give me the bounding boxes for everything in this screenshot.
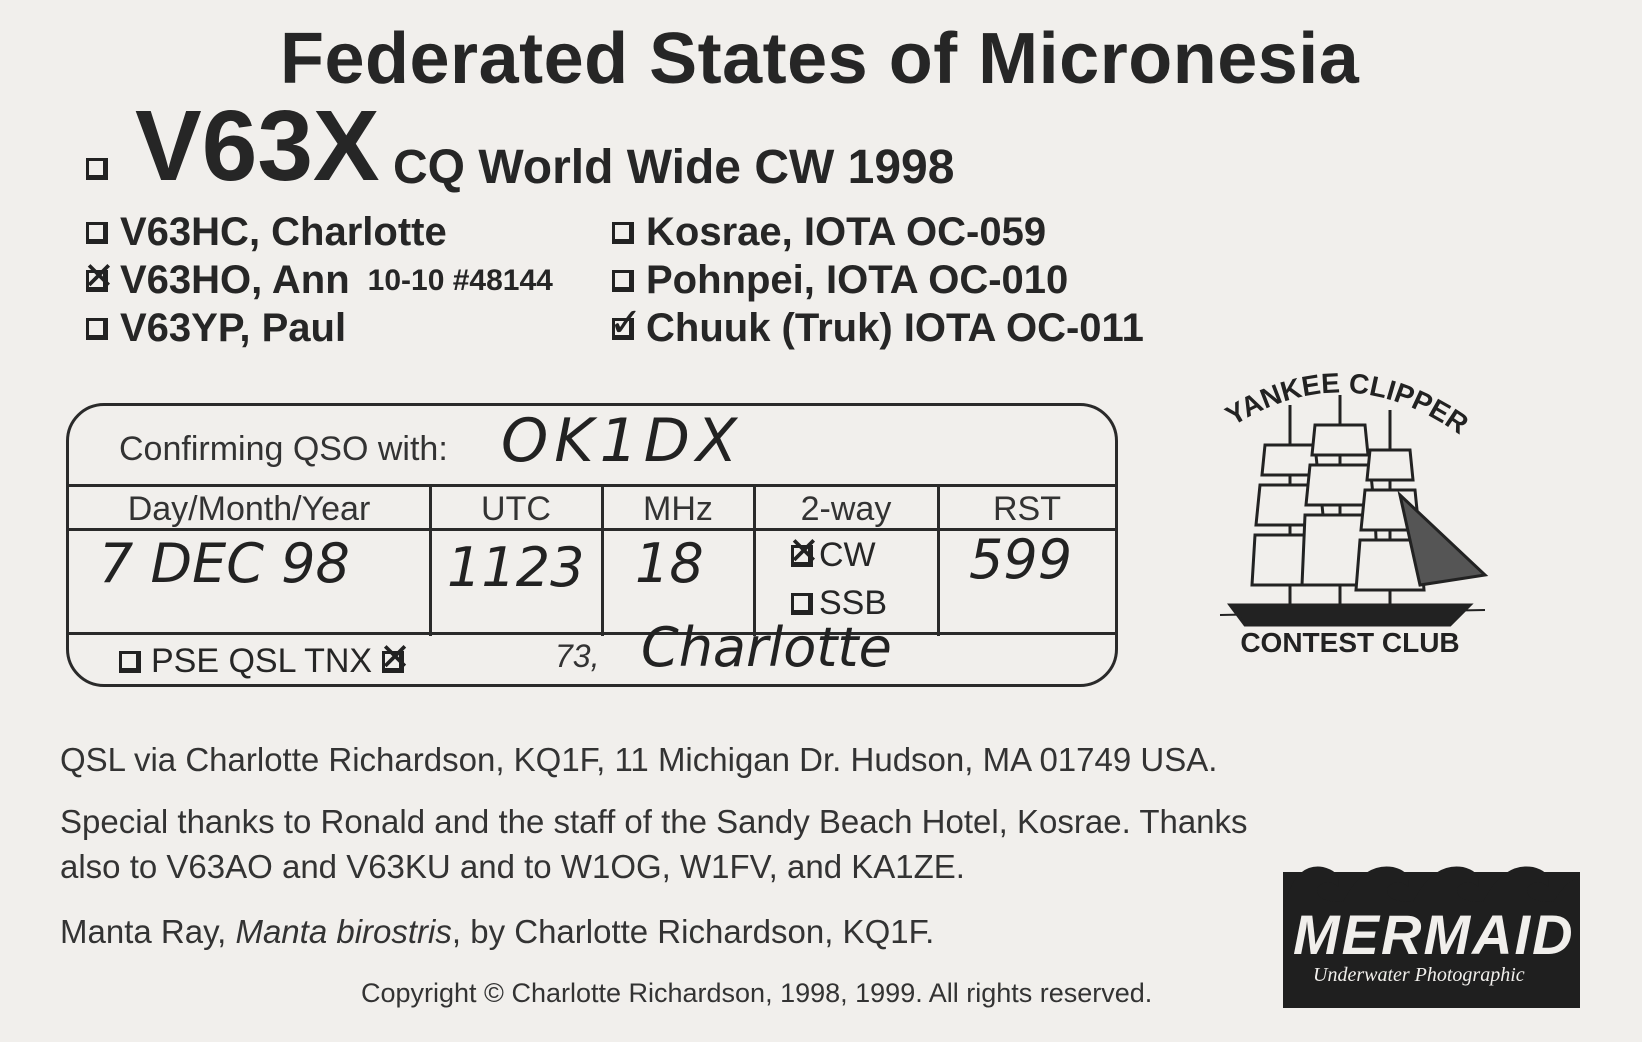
club-logo-bottom-text: CONTEST CLUB: [1240, 627, 1460, 658]
island-row: [612, 306, 1144, 351]
island-checkbox[interactable]: [612, 222, 634, 244]
column-header-rst: RST: [993, 490, 1061, 528]
confirming-label: Confirming QSO with:: [119, 430, 448, 468]
mermaid-name: MERMAID: [1293, 903, 1575, 966]
operator-checkbox-checked[interactable]: [86, 270, 108, 292]
island-label: Kosrae, IOTA OC-059: [646, 210, 1047, 254]
island-label: Pohnpei, IOTA OC-010: [646, 258, 1069, 302]
date-value[interactable]: 7 DEC 98: [99, 532, 350, 595]
operator-label: V63YP, Paul: [120, 306, 347, 350]
mode-ssb-label: SSB: [819, 584, 888, 622]
thanks-text-line2: also to V63AO and V63KU and to W1OG, W1FV, and KA1ZE.: [60, 848, 965, 885]
island-row: [612, 258, 1068, 303]
pse-checkbox[interactable]: [119, 651, 141, 673]
club-logo-top-text: YANKEE CLIPPER: [1220, 367, 1474, 440]
column-header-mhz: MHz: [643, 490, 713, 528]
yankee-clipper-logo: [1200, 355, 1500, 665]
column-header-2way: 2-way: [800, 490, 892, 528]
island-label: Chuuk (Truk) IOTA OC-011: [646, 306, 1144, 350]
operator-label: V63HC, Charlotte: [120, 210, 447, 254]
thanks-text-line1: Special thanks to Ronald and the staff of the Sandy Beach Hotel, Kosrae. Thanks: [60, 803, 1248, 840]
photo-species: Manta birostris: [235, 913, 452, 950]
operator-row: [86, 306, 346, 351]
mode-cw-row: [791, 536, 876, 575]
pse-qsl-row: [119, 642, 404, 681]
mermaid-logo: [1283, 872, 1580, 1008]
operator-row: [86, 210, 447, 255]
signature: Charlotte: [641, 616, 892, 679]
closing-73: 73,: [555, 638, 600, 674]
operator-award: 10-10 #48144: [367, 263, 553, 297]
operator-row: [86, 258, 553, 303]
utc-value[interactable]: 1123: [447, 536, 585, 599]
mode-ssb-checkbox[interactable]: [791, 593, 813, 615]
callsign-checkbox[interactable]: [86, 158, 108, 180]
island-checkbox[interactable]: [612, 270, 634, 292]
photo-credit: [60, 910, 934, 955]
copyright-text: Copyright © Charlotte Richardson, 1998, 1999. All rights reserved.: [361, 978, 1153, 1008]
photo-credit-prefix: Manta Ray,: [60, 913, 236, 950]
island-row: [612, 210, 1046, 255]
contest-name: CQ World Wide CW 1998: [393, 141, 955, 194]
tnx-checkbox[interactable]: [382, 651, 404, 673]
mode-cw-label: CW: [819, 536, 876, 574]
column-header-utc: UTC: [481, 490, 551, 528]
card-title: Federated States of Micronesia: [280, 19, 1360, 99]
mhz-value[interactable]: 18: [635, 532, 704, 595]
qso-form: [66, 403, 1118, 687]
confirming-callsign[interactable]: OK1DX: [501, 406, 744, 476]
operator-checkbox[interactable]: [86, 318, 108, 340]
mermaid-subtitle: Underwater Photographic: [1313, 964, 1525, 986]
pse-label: PSE QSL TNX: [151, 642, 373, 680]
rst-value[interactable]: 599: [969, 528, 1073, 591]
operator-label: V63HO, Ann: [120, 258, 350, 302]
callsign: V63X: [135, 90, 380, 202]
island-checkbox-checked[interactable]: [612, 318, 634, 340]
operator-checkbox[interactable]: [86, 222, 108, 244]
photo-credit-suffix: , by Charlotte Richardson, KQ1F.: [451, 913, 935, 950]
qsl-via-text: QSL via Charlotte Richardson, KQ1F, 11 Michigan Dr. Hudson, MA 01749 USA.: [60, 741, 1218, 778]
column-header-date: Day/Month/Year: [127, 490, 371, 528]
mode-cw-checkbox[interactable]: [791, 545, 813, 567]
